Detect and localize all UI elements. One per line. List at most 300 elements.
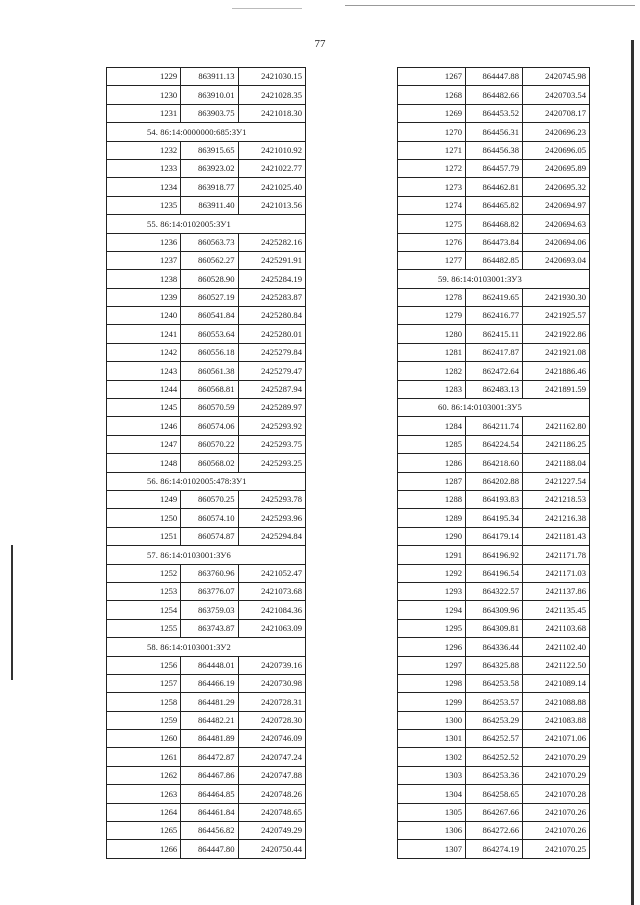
- y-coordinate-cell: 2421013.56: [238, 196, 305, 214]
- y-coordinate-cell: 2425280.84: [238, 307, 305, 325]
- parcel-cadastral-number: 54. 86:14:0000000:685:ЗУ1: [107, 123, 306, 141]
- table-row: [107, 601, 306, 619]
- table-row: [107, 527, 306, 545]
- table-row: [398, 362, 590, 380]
- point-number-cell: 1268: [398, 86, 466, 104]
- coordinates-table-right-body: [398, 68, 590, 859]
- x-coordinate-cell: 860570.59: [181, 399, 238, 417]
- table-row: [107, 822, 306, 840]
- point-number-cell: 1255: [107, 619, 181, 637]
- x-coordinate-cell: 864457.79: [466, 159, 523, 177]
- table-row: [398, 123, 590, 141]
- y-coordinate-cell: 2421122.50: [523, 656, 590, 674]
- x-coordinate-cell: 860563.73: [181, 233, 238, 251]
- table-row: [398, 730, 590, 748]
- point-number-cell: 1231: [107, 104, 181, 122]
- point-number-cell: 1279: [398, 307, 466, 325]
- table-row: [107, 380, 306, 398]
- point-number-cell: 1241: [107, 325, 181, 343]
- y-coordinate-cell: 2421925.57: [523, 307, 590, 325]
- x-coordinate-cell: 864325.88: [466, 656, 523, 674]
- y-coordinate-cell: 2421022.77: [238, 159, 305, 177]
- parcel-group-row: [107, 638, 306, 656]
- x-coordinate-cell: 864309.81: [466, 619, 523, 637]
- point-number-cell: 1238: [107, 270, 181, 288]
- page-number: 77: [314, 38, 326, 50]
- x-coordinate-cell: 864447.88: [466, 68, 523, 86]
- x-coordinate-cell: 864224.54: [466, 435, 523, 453]
- scan-edge-left: [11, 545, 13, 680]
- y-coordinate-cell: 2425291.91: [238, 251, 305, 269]
- point-number-cell: 1277: [398, 251, 466, 269]
- point-number-cell: 1272: [398, 159, 466, 177]
- parcel-cadastral-number: 59. 86:14:0103001:ЗУ3: [398, 270, 590, 288]
- y-coordinate-cell: 2425279.47: [238, 362, 305, 380]
- table-row: [398, 527, 590, 545]
- point-number-cell: 1278: [398, 288, 466, 306]
- table-row: [107, 619, 306, 637]
- x-coordinate-cell: 864447.80: [181, 840, 238, 858]
- table-row: [398, 546, 590, 564]
- x-coordinate-cell: 863915.65: [181, 141, 238, 159]
- y-coordinate-cell: 2421084.36: [238, 601, 305, 619]
- y-coordinate-cell: 2420746.09: [238, 730, 305, 748]
- point-number-cell: 1285: [398, 435, 466, 453]
- x-coordinate-cell: 864482.85: [466, 251, 523, 269]
- point-number-cell: 1264: [107, 803, 181, 821]
- y-coordinate-cell: 2425289.97: [238, 399, 305, 417]
- x-coordinate-cell: 864253.36: [466, 766, 523, 784]
- point-number-cell: 1276: [398, 233, 466, 251]
- table-row: [398, 159, 590, 177]
- x-coordinate-cell: 864218.60: [466, 454, 523, 472]
- point-number-cell: 1254: [107, 601, 181, 619]
- y-coordinate-cell: 2421216.38: [523, 509, 590, 527]
- point-number-cell: 1273: [398, 178, 466, 196]
- x-coordinate-cell: 860556.18: [181, 343, 238, 361]
- y-coordinate-cell: 2420696.23: [523, 123, 590, 141]
- table-row: [398, 325, 590, 343]
- point-number-cell: 1240: [107, 307, 181, 325]
- x-coordinate-cell: 860574.87: [181, 527, 238, 545]
- point-number-cell: 1286: [398, 454, 466, 472]
- point-number-cell: 1251: [107, 527, 181, 545]
- y-coordinate-cell: 2421181.43: [523, 527, 590, 545]
- x-coordinate-cell: 863760.96: [181, 564, 238, 582]
- x-coordinate-cell: 864179.14: [466, 527, 523, 545]
- y-coordinate-cell: 2420750.44: [238, 840, 305, 858]
- point-number-cell: 1235: [107, 196, 181, 214]
- point-number-cell: 1256: [107, 656, 181, 674]
- x-coordinate-cell: 864456.38: [466, 141, 523, 159]
- x-coordinate-cell: 864482.21: [181, 711, 238, 729]
- x-coordinate-cell: 863903.75: [181, 104, 238, 122]
- y-coordinate-cell: 2421088.88: [523, 693, 590, 711]
- x-coordinate-cell: 864196.92: [466, 546, 523, 564]
- x-coordinate-cell: 864195.34: [466, 509, 523, 527]
- table-row: [107, 141, 306, 159]
- table-row: [107, 68, 306, 86]
- y-coordinate-cell: 2420748.26: [238, 785, 305, 803]
- point-number-cell: 1281: [398, 343, 466, 361]
- y-coordinate-cell: 2421025.40: [238, 178, 305, 196]
- y-coordinate-cell: 2421886.46: [523, 362, 590, 380]
- point-number-cell: 1297: [398, 656, 466, 674]
- y-coordinate-cell: 2421071.06: [523, 730, 590, 748]
- table-row: [398, 564, 590, 582]
- table-row: [398, 435, 590, 453]
- x-coordinate-cell: 860562.27: [181, 251, 238, 269]
- table-row: [107, 159, 306, 177]
- scan-artifact-line: [345, 5, 635, 6]
- table-row: [398, 343, 590, 361]
- point-number-cell: 1267: [398, 68, 466, 86]
- x-coordinate-cell: 864274.19: [466, 840, 523, 858]
- table-row: [107, 454, 306, 472]
- table-row: [107, 270, 306, 288]
- point-number-cell: 1292: [398, 564, 466, 582]
- y-coordinate-cell: 2420695.89: [523, 159, 590, 177]
- x-coordinate-cell: 863743.87: [181, 619, 238, 637]
- table-row: [398, 748, 590, 766]
- x-coordinate-cell: 860574.06: [181, 417, 238, 435]
- y-coordinate-cell: 2421028.35: [238, 86, 305, 104]
- table-row: [107, 711, 306, 729]
- point-number-cell: 1303: [398, 766, 466, 784]
- point-number-cell: 1266: [107, 840, 181, 858]
- y-coordinate-cell: 2421089.14: [523, 674, 590, 692]
- scan-artifact-smudge: [232, 8, 302, 9]
- table-row: [398, 509, 590, 527]
- y-coordinate-cell: 2421070.25: [523, 840, 590, 858]
- x-coordinate-cell: 864473.84: [466, 233, 523, 251]
- table-row: [107, 251, 306, 269]
- parcel-group-row: [398, 270, 590, 288]
- point-number-cell: 1229: [107, 68, 181, 86]
- y-coordinate-cell: 2425283.87: [238, 288, 305, 306]
- point-number-cell: 1307: [398, 840, 466, 858]
- table-row: [398, 178, 590, 196]
- y-coordinate-cell: 2420694.06: [523, 233, 590, 251]
- table-row: [107, 785, 306, 803]
- table-row: [398, 785, 590, 803]
- point-number-cell: 1242: [107, 343, 181, 361]
- parcel-group-row: [107, 546, 306, 564]
- point-number-cell: 1269: [398, 104, 466, 122]
- y-coordinate-cell: 2421070.26: [523, 803, 590, 821]
- x-coordinate-cell: 860570.22: [181, 435, 238, 453]
- table-row: [107, 399, 306, 417]
- x-coordinate-cell: 864465.82: [466, 196, 523, 214]
- y-coordinate-cell: 2420728.31: [238, 693, 305, 711]
- x-coordinate-cell: 864481.29: [181, 693, 238, 711]
- y-coordinate-cell: 2421102.40: [523, 638, 590, 656]
- y-coordinate-cell: 2425284.19: [238, 270, 305, 288]
- x-coordinate-cell: 862417.87: [466, 343, 523, 361]
- x-coordinate-cell: 864468.82: [466, 215, 523, 233]
- point-number-cell: 1250: [107, 509, 181, 527]
- x-coordinate-cell: 864272.66: [466, 822, 523, 840]
- y-coordinate-cell: 2421186.25: [523, 435, 590, 453]
- table-row: [398, 619, 590, 637]
- x-coordinate-cell: 860561.38: [181, 362, 238, 380]
- table-row: [398, 380, 590, 398]
- x-coordinate-cell: 863911.40: [181, 196, 238, 214]
- x-coordinate-cell: 860528.90: [181, 270, 238, 288]
- point-number-cell: 1257: [107, 674, 181, 692]
- x-coordinate-cell: 860568.81: [181, 380, 238, 398]
- point-number-cell: 1282: [398, 362, 466, 380]
- y-coordinate-cell: 2421070.29: [523, 748, 590, 766]
- table-row: [398, 840, 590, 858]
- table-row: [107, 86, 306, 104]
- table-row: [107, 435, 306, 453]
- coordinates-table-right: [397, 67, 590, 859]
- point-number-cell: 1248: [107, 454, 181, 472]
- x-coordinate-cell: 864267.66: [466, 803, 523, 821]
- parcel-group-row: [398, 399, 590, 417]
- y-coordinate-cell: 2425293.75: [238, 435, 305, 453]
- point-number-cell: 1239: [107, 288, 181, 306]
- point-number-cell: 1270: [398, 123, 466, 141]
- point-number-cell: 1247: [107, 435, 181, 453]
- table-row: [398, 141, 590, 159]
- y-coordinate-cell: 2425280.01: [238, 325, 305, 343]
- point-number-cell: 1234: [107, 178, 181, 196]
- x-coordinate-cell: 860574.10: [181, 509, 238, 527]
- y-coordinate-cell: 2421162.80: [523, 417, 590, 435]
- table-row: [398, 490, 590, 508]
- x-coordinate-cell: 860527.19: [181, 288, 238, 306]
- table-row: [398, 601, 590, 619]
- point-number-cell: 1275: [398, 215, 466, 233]
- y-coordinate-cell: 2421063.09: [238, 619, 305, 637]
- point-number-cell: 1290: [398, 527, 466, 545]
- table-row: [398, 693, 590, 711]
- table-row: [107, 582, 306, 600]
- table-row: [398, 454, 590, 472]
- point-number-cell: 1280: [398, 325, 466, 343]
- y-coordinate-cell: 2421052.47: [238, 564, 305, 582]
- table-row: [398, 582, 590, 600]
- x-coordinate-cell: 863776.07: [181, 582, 238, 600]
- y-coordinate-cell: 2421030.15: [238, 68, 305, 86]
- y-coordinate-cell: 2421135.45: [523, 601, 590, 619]
- x-coordinate-cell: 864196.54: [466, 564, 523, 582]
- x-coordinate-cell: 864481.89: [181, 730, 238, 748]
- coordinates-table-left: [106, 67, 306, 859]
- table-row: [107, 343, 306, 361]
- table-row: [107, 362, 306, 380]
- x-coordinate-cell: 864252.52: [466, 748, 523, 766]
- x-coordinate-cell: 864464.85: [181, 785, 238, 803]
- table-row: [398, 674, 590, 692]
- table-row: [398, 638, 590, 656]
- x-coordinate-cell: 864461.84: [181, 803, 238, 821]
- y-coordinate-cell: 2421891.59: [523, 380, 590, 398]
- x-coordinate-cell: 864253.29: [466, 711, 523, 729]
- x-coordinate-cell: 864309.96: [466, 601, 523, 619]
- table-row: [398, 215, 590, 233]
- x-coordinate-cell: 864202.88: [466, 472, 523, 490]
- table-row: [107, 693, 306, 711]
- x-coordinate-cell: 864466.19: [181, 674, 238, 692]
- table-row: [398, 766, 590, 784]
- x-coordinate-cell: 864467.86: [181, 766, 238, 784]
- y-coordinate-cell: 2421171.78: [523, 546, 590, 564]
- y-coordinate-cell: 2421930.30: [523, 288, 590, 306]
- y-coordinate-cell: 2421073.68: [238, 582, 305, 600]
- table-row: [398, 288, 590, 306]
- point-number-cell: 1259: [107, 711, 181, 729]
- table-row: [398, 68, 590, 86]
- y-coordinate-cell: 2420745.98: [523, 68, 590, 86]
- y-coordinate-cell: 2420747.88: [238, 766, 305, 784]
- table-row: [107, 730, 306, 748]
- x-coordinate-cell: 864472.87: [181, 748, 238, 766]
- point-number-cell: 1249: [107, 490, 181, 508]
- point-number-cell: 1230: [107, 86, 181, 104]
- point-number-cell: 1244: [107, 380, 181, 398]
- x-coordinate-cell: 862419.65: [466, 288, 523, 306]
- y-coordinate-cell: 2421171.03: [523, 564, 590, 582]
- point-number-cell: 1284: [398, 417, 466, 435]
- point-number-cell: 1260: [107, 730, 181, 748]
- x-coordinate-cell: 860541.84: [181, 307, 238, 325]
- x-coordinate-cell: 862415.11: [466, 325, 523, 343]
- table-row: [398, 86, 590, 104]
- table-row: [107, 564, 306, 582]
- point-number-cell: 1237: [107, 251, 181, 269]
- y-coordinate-cell: 2421070.29: [523, 766, 590, 784]
- point-number-cell: 1289: [398, 509, 466, 527]
- y-coordinate-cell: 2425293.96: [238, 509, 305, 527]
- table-row: [398, 251, 590, 269]
- table-row: [107, 325, 306, 343]
- y-coordinate-cell: 2421010.92: [238, 141, 305, 159]
- x-coordinate-cell: 862483.13: [466, 380, 523, 398]
- table-row: [107, 840, 306, 858]
- y-coordinate-cell: 2420694.63: [523, 215, 590, 233]
- point-number-cell: 1291: [398, 546, 466, 564]
- table-row: [398, 472, 590, 490]
- point-number-cell: 1304: [398, 785, 466, 803]
- x-coordinate-cell: 863911.13: [181, 68, 238, 86]
- point-number-cell: 1295: [398, 619, 466, 637]
- parcel-cadastral-number: 60. 86:14:0103001:ЗУ5: [398, 399, 590, 417]
- x-coordinate-cell: 863923.02: [181, 159, 238, 177]
- point-number-cell: 1305: [398, 803, 466, 821]
- table-row: [107, 178, 306, 196]
- point-number-cell: 1262: [107, 766, 181, 784]
- point-number-cell: 1288: [398, 490, 466, 508]
- table-row: [107, 803, 306, 821]
- table-row: [107, 509, 306, 527]
- point-number-cell: 1298: [398, 674, 466, 692]
- y-coordinate-cell: 2421218.53: [523, 490, 590, 508]
- table-row: [107, 104, 306, 122]
- y-coordinate-cell: 2421070.26: [523, 822, 590, 840]
- point-number-cell: 1302: [398, 748, 466, 766]
- y-coordinate-cell: 2420747.24: [238, 748, 305, 766]
- y-coordinate-cell: 2420703.54: [523, 86, 590, 104]
- y-coordinate-cell: 2421188.04: [523, 454, 590, 472]
- table-row: [398, 711, 590, 729]
- y-coordinate-cell: 2420748.65: [238, 803, 305, 821]
- x-coordinate-cell: 864456.82: [181, 822, 238, 840]
- point-number-cell: 1245: [107, 399, 181, 417]
- point-number-cell: 1236: [107, 233, 181, 251]
- point-number-cell: 1300: [398, 711, 466, 729]
- y-coordinate-cell: 2425287.94: [238, 380, 305, 398]
- x-coordinate-cell: 860568.02: [181, 454, 238, 472]
- point-number-cell: 1301: [398, 730, 466, 748]
- y-coordinate-cell: 2421018.30: [238, 104, 305, 122]
- point-number-cell: 1258: [107, 693, 181, 711]
- x-coordinate-cell: 864211.74: [466, 417, 523, 435]
- parcel-group-row: [107, 215, 306, 233]
- point-number-cell: 1306: [398, 822, 466, 840]
- y-coordinate-cell: 2421137.86: [523, 582, 590, 600]
- x-coordinate-cell: 864193.83: [466, 490, 523, 508]
- point-number-cell: 1253: [107, 582, 181, 600]
- y-coordinate-cell: 2420749.29: [238, 822, 305, 840]
- point-number-cell: 1252: [107, 564, 181, 582]
- y-coordinate-cell: 2421921.08: [523, 343, 590, 361]
- point-number-cell: 1293: [398, 582, 466, 600]
- x-coordinate-cell: 864253.57: [466, 693, 523, 711]
- x-coordinate-cell: 864462.81: [466, 178, 523, 196]
- point-number-cell: 1265: [107, 822, 181, 840]
- table-row: [107, 233, 306, 251]
- y-coordinate-cell: 2420728.30: [238, 711, 305, 729]
- table-row: [107, 288, 306, 306]
- x-coordinate-cell: 863759.03: [181, 601, 238, 619]
- y-coordinate-cell: 2421070.28: [523, 785, 590, 803]
- x-coordinate-cell: 864453.52: [466, 104, 523, 122]
- point-number-cell: 1263: [107, 785, 181, 803]
- parcel-cadastral-number: 58. 86:14:0103001:ЗУ2: [107, 638, 306, 656]
- x-coordinate-cell: 864258.65: [466, 785, 523, 803]
- x-coordinate-cell: 862472.64: [466, 362, 523, 380]
- y-coordinate-cell: 2425293.25: [238, 454, 305, 472]
- y-coordinate-cell: 2420695.32: [523, 178, 590, 196]
- parcel-group-row: [107, 472, 306, 490]
- y-coordinate-cell: 2421103.68: [523, 619, 590, 637]
- point-number-cell: 1296: [398, 638, 466, 656]
- point-number-cell: 1287: [398, 472, 466, 490]
- y-coordinate-cell: 2420708.17: [523, 104, 590, 122]
- point-number-cell: 1283: [398, 380, 466, 398]
- y-coordinate-cell: 2425279.84: [238, 343, 305, 361]
- y-coordinate-cell: 2425293.92: [238, 417, 305, 435]
- table-row: [107, 656, 306, 674]
- table-row: [398, 822, 590, 840]
- point-number-cell: 1243: [107, 362, 181, 380]
- point-number-cell: 1261: [107, 748, 181, 766]
- x-coordinate-cell: 864336.44: [466, 638, 523, 656]
- y-coordinate-cell: 2421083.88: [523, 711, 590, 729]
- scan-edge-right: [631, 40, 634, 905]
- x-coordinate-cell: 864253.58: [466, 674, 523, 692]
- parcel-group-row: [107, 123, 306, 141]
- table-row: [398, 417, 590, 435]
- point-number-cell: 1232: [107, 141, 181, 159]
- y-coordinate-cell: 2421227.54: [523, 472, 590, 490]
- parcel-cadastral-number: 55. 86:14:0102005:ЗУ1: [107, 215, 306, 233]
- table-row: [107, 307, 306, 325]
- table-row: [107, 417, 306, 435]
